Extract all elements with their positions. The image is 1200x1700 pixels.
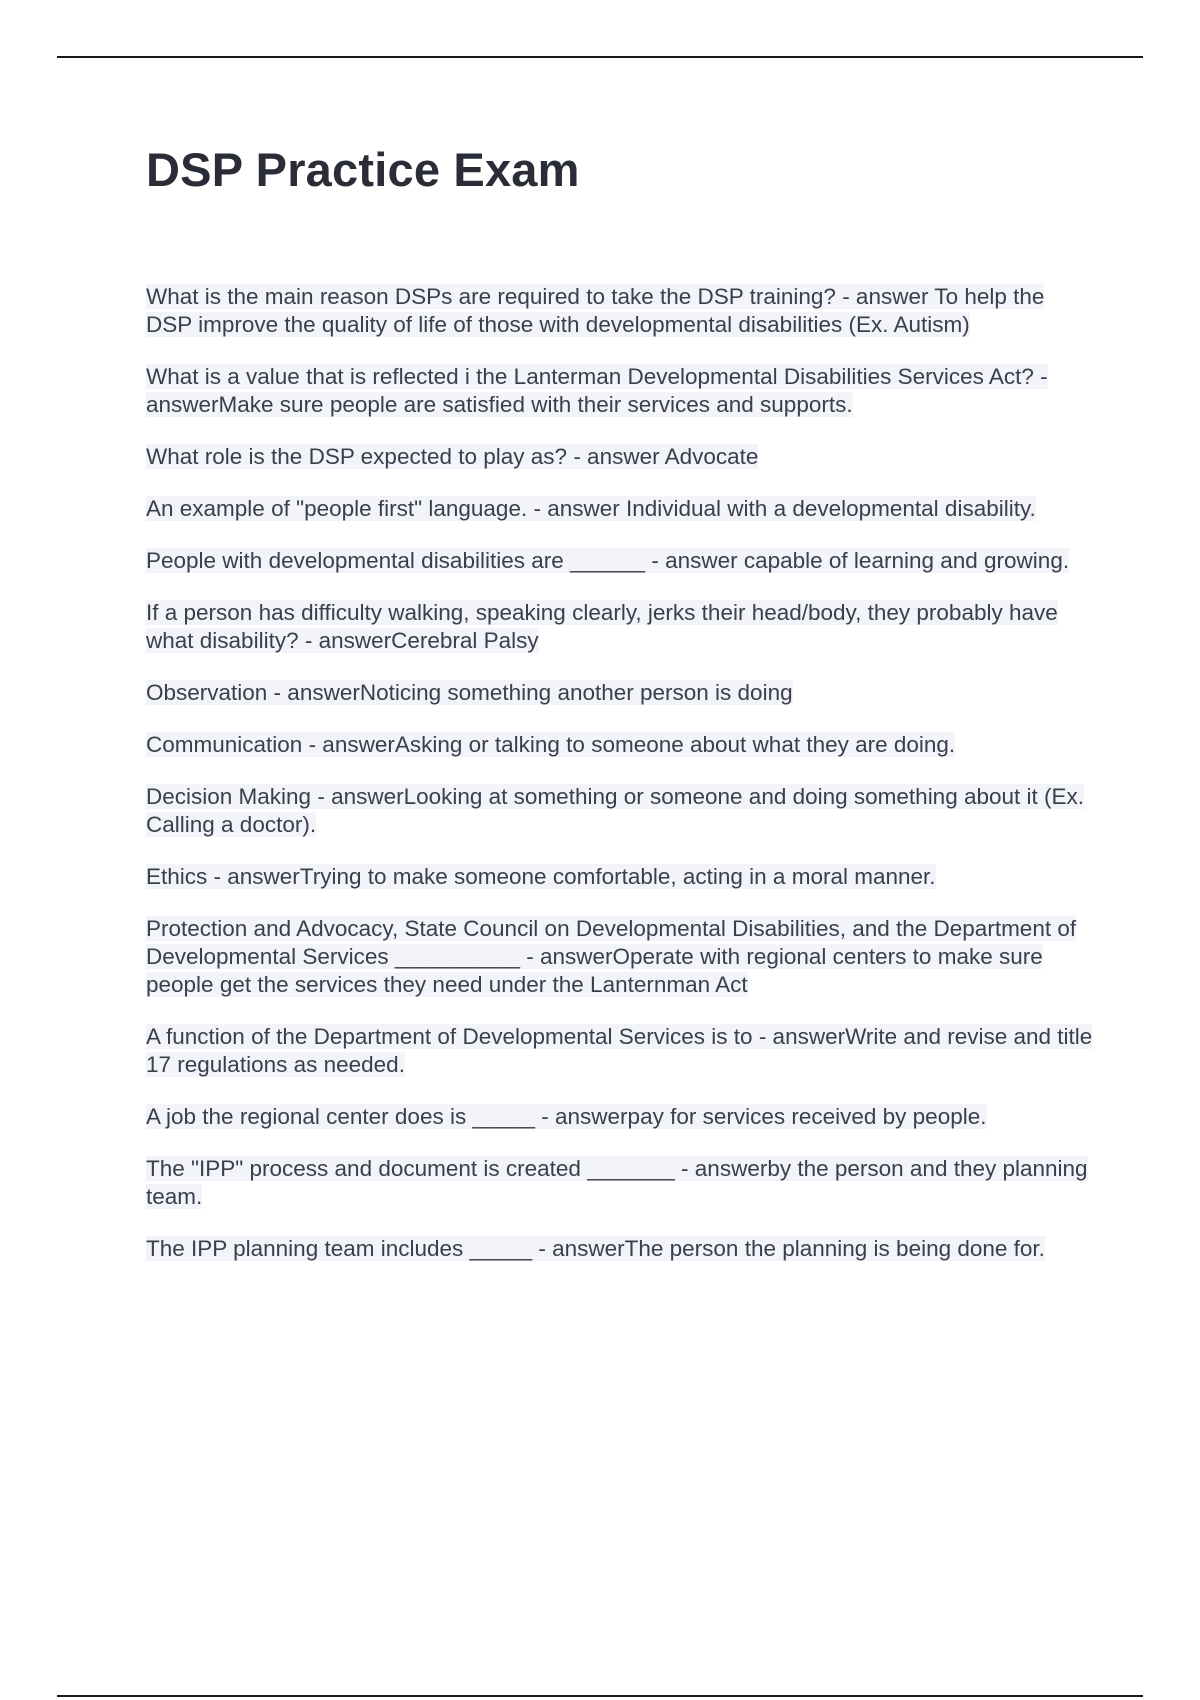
qa-item [146,547,1096,575]
qa-text: Ethics - answerTrying to make someone comfortable, acting in a moral manner. [146,864,936,889]
qa-item [146,1023,1096,1079]
qa-text: Observation - answerNoticing something another person is doing [146,680,793,705]
document-title: DSP Practice Exam [146,143,580,196]
qa-text: An example of "people first" language. - answer Individual with a developmental disability. [146,496,1036,521]
qa-item [146,863,1096,891]
bottom-rule [57,1695,1143,1697]
top-rule [57,56,1143,58]
qa-item [146,1235,1096,1263]
qa-text: The IPP planning team includes _____ - answerThe person the planning is being done for. [146,1236,1045,1261]
qa-text: Protection and Advocacy, State Council on Developmental Disabilities, and the Department of Developmental Services __________ - answerOperate with regional centers to make sure people get the services they need under the Lanternman Act [146,916,1077,997]
qa-text: A job the regional center does is _____ - answerpay for services received by people. [146,1104,987,1129]
qa-text: A function of the Department of Developmental Services is to - answerWrite and revise and title 17 regulations as needed. [146,1024,1093,1077]
qa-text: Communication - answerAsking or talking to someone about what they are doing. [146,732,956,757]
qa-text: What is the main reason DSPs are required to take the DSP training? - answer To help the DSP improve the quality of life of those with developmental disabilities (Ex. Autism) [146,284,1045,337]
qa-item [146,283,1096,339]
qa-text: What role is the DSP expected to play as? - answer Advocate [146,444,759,469]
qa-item [146,731,1096,759]
qa-item [146,915,1096,999]
qa-text: What is a value that is reflected i the Lanterman Developmental Disabilities Services Act? - answerMake sure people are satisfied with their services and supports. [146,364,1048,417]
qa-item [146,783,1096,839]
qa-item [146,1155,1096,1211]
qa-list [146,283,1096,1287]
qa-item [146,495,1096,523]
qa-item [146,363,1096,419]
qa-text: Decision Making - answerLooking at something or someone and doing something about it (Ex. Calling a doctor). [146,784,1085,837]
qa-text: If a person has difficulty walking, speaking clearly, jerks their head/body, they probably have what disability? - answerCerebral Palsy [146,600,1058,653]
qa-item [146,679,1096,707]
qa-item [146,1103,1096,1131]
qa-item [146,443,1096,471]
qa-text: The "IPP" process and document is created _______ - answerby the person and they planning team. [146,1156,1088,1209]
qa-text: People with developmental disabilities are ______ - answer capable of learning and growing. [146,548,1070,573]
qa-item [146,599,1096,655]
